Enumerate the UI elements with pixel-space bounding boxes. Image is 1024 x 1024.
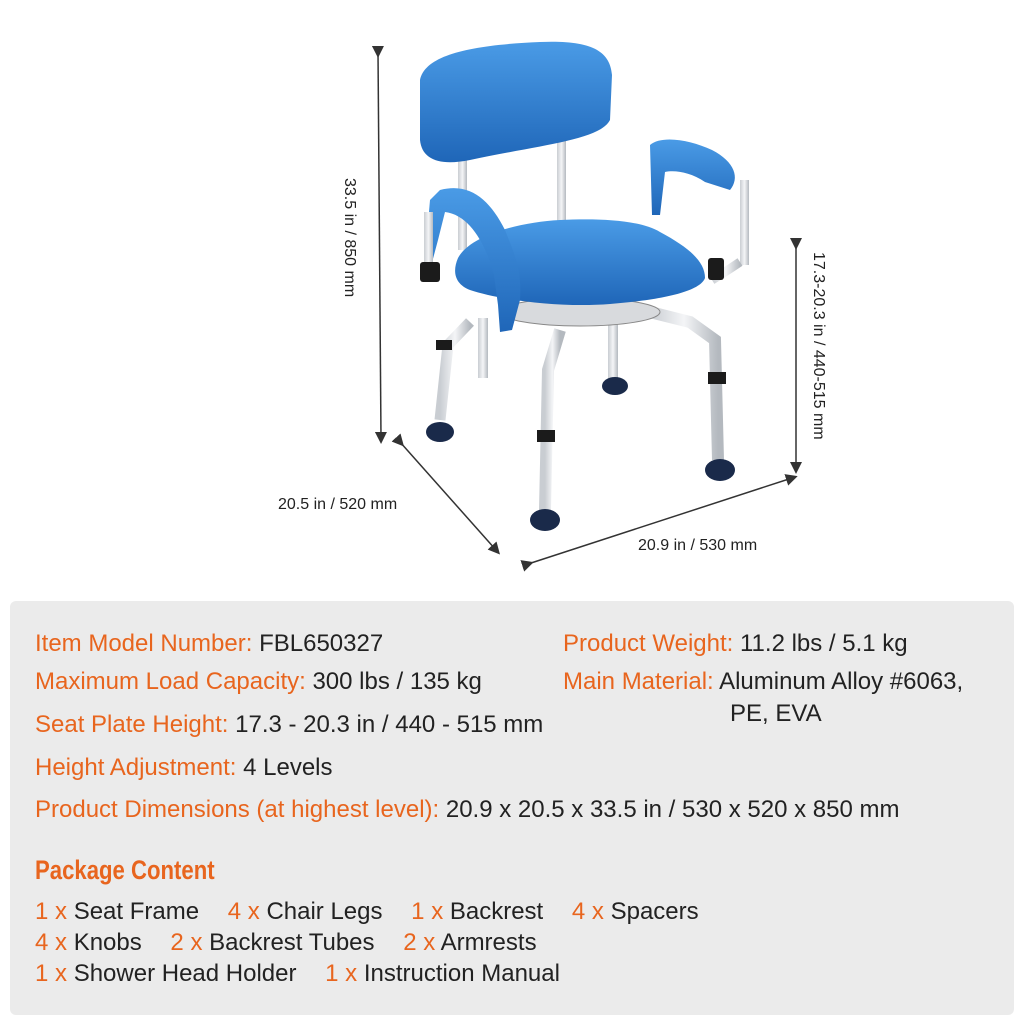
package-item: 4 x Spacers [571,898,699,925]
spec-label: Maximum Load Capacity: [35,668,306,695]
package-item: 4 x Chair Legs [227,898,383,925]
spec-main-material [563,667,963,697]
spec-value: 11.2 lbs / 5.1 kg [739,630,908,657]
package-row [35,898,721,926]
spec-product-dimensions [35,795,899,825]
spec-label: Item Model Number: [35,630,253,657]
spec-label: Main Material: [563,668,714,695]
height-dimension-label: 33.5 in / 850 mm [341,178,358,298]
spec-value: 17.3 - 20.3 in / 440 - 515 mm [235,711,544,738]
package-item: 4 x Knobs [35,929,142,956]
backrest-pad [420,42,612,162]
spec-label: Height Adjustment: [35,754,237,781]
spec-label: Product Weight: [563,630,734,657]
spec-label: Product Dimensions (at highest level): [35,796,440,823]
package-item: 1 x Shower Head Holder [35,960,297,987]
spec-value: FBL650327 [259,630,384,657]
package-item: 2 x Backrest Tubes [170,929,375,956]
spec-load-capacity [35,667,482,697]
package-row [35,929,559,957]
spec-height-adjustment [35,753,333,783]
package-item: 2 x Armrests [403,929,537,956]
package-row [35,960,582,988]
package-content-title: Package Content [35,855,215,885]
depth-dimension-label: 20.5 in / 520 mm [278,496,398,513]
package-item: 1 x Backrest [411,898,544,925]
spec-seat-height [35,710,543,740]
package-item: 1 x Instruction Manual [325,960,560,987]
spec-value: 20.9 x 20.5 x 33.5 in / 530 x 520 x 850 mm [445,796,900,823]
spec-model-number [35,629,383,659]
width-dimension-label: 20.9 in / 530 mm [638,537,758,554]
spec-main-material-cont: PE, EVA [730,700,822,727]
spec-value: Aluminum Alloy #6063, [719,668,964,695]
chair-front-legs [426,312,735,531]
seat-height-dimension-label: 17.3-20.3 in / 440-515 mm [810,252,827,440]
package-item: 1 x Seat Frame [35,898,200,925]
spec-label: Seat Plate Height: [35,711,229,738]
spec-value: 300 lbs / 135 kg [312,668,482,695]
spec-value: 4 Levels [243,754,333,781]
spec-product-weight [563,629,908,659]
